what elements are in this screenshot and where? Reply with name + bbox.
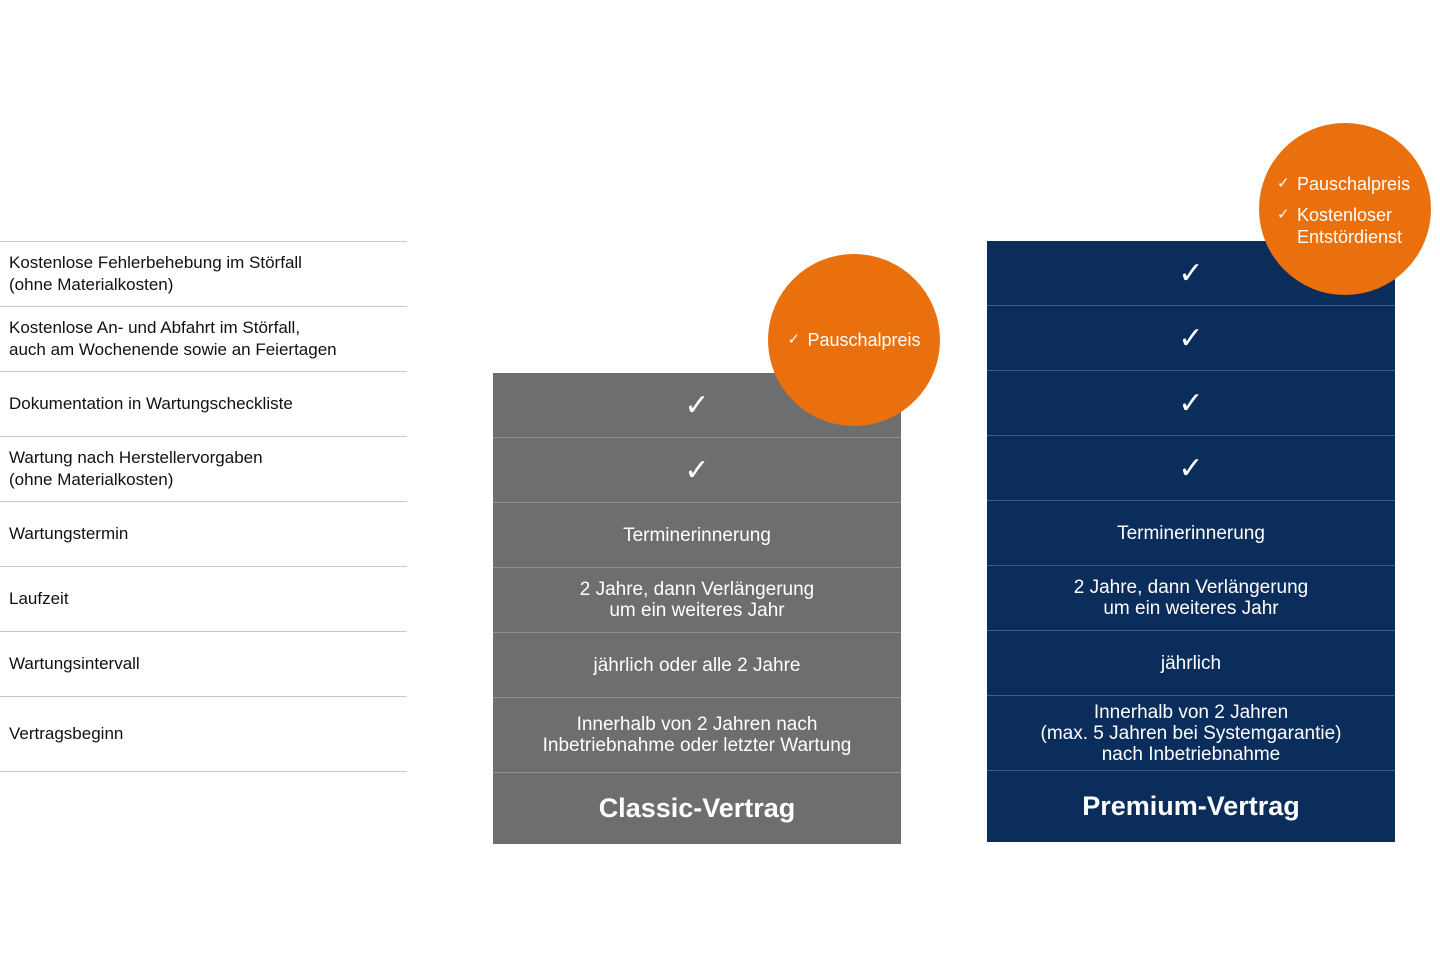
feature-label: Laufzeit [9,589,69,608]
check-icon: ✓ [493,438,901,503]
feature-label: Wartung nach Herstellervorgaben (ohne Materialkosten) [9,448,263,489]
feature-row [0,502,407,567]
premium-wartungstermin: Terminerinnerung [987,501,1395,566]
feature-label: Dokumentation in Wartungscheckliste [9,394,293,413]
feature-label: Wartungsintervall [9,654,140,673]
premium-badge [1259,123,1431,295]
badge-text: Pauschalpreis [1297,174,1411,194]
feature-row [0,372,407,437]
feature-label: Kostenlose Fehlerbehebung im Störfall (ohne Materialkosten) [9,253,302,294]
check-icon: ✓ [987,306,1395,371]
feature-label: Vertragsbeginn [9,724,124,743]
badge-item [1277,204,1410,248]
badge-item [1277,173,1410,195]
check-icon: ✓ [493,373,901,438]
badge-item [787,329,920,351]
feature-label: Kostenlose An- und Abfahrt im Störfall, auch am Wochenende sowie an Feiertagen [9,318,337,359]
premium-wartungsintervall: jährlich [987,631,1395,696]
feature-row [0,632,407,697]
check-icon: ✓ [987,371,1395,436]
feature-row [0,567,407,632]
premium-title: Premium-Vertrag [1082,791,1300,821]
feature-labels [0,241,407,772]
premium-column [987,241,1395,842]
classic-title: Classic-Vertrag [598,793,796,823]
premium-laufzeit: 2 Jahre, dann Verlängerung um ein weiteres Jahr [987,566,1395,631]
check-icon: ✓ [1277,206,1290,223]
badge-text: Pauschalpreis [807,330,921,350]
check-icon: ✓ [987,436,1395,501]
feature-row [0,697,407,772]
premium-vertragsbeginn: Innerhalb von 2 Jahren (max. 5 Jahren bei Systemgarantie) nach Inbetriebnahme [987,696,1395,771]
feature-row [0,437,407,502]
feature-label: Wartungstermin [9,524,129,543]
check-icon: ✓ [1277,175,1290,192]
classic-laufzeit: 2 Jahre, dann Verlängerung um ein weiteres Jahr [493,568,901,633]
check-icon: ✓ [987,241,1395,306]
classic-wartungsintervall: jährlich oder alle 2 Jahre [493,633,901,698]
feature-row [0,242,407,307]
check-icon: ✓ [787,331,801,348]
badge-text: Kostenloser Entstördienst [1297,205,1403,247]
classic-vertragsbeginn: Innerhalb von 2 Jahren nach Inbetriebnahme oder letzter Wartung [493,698,901,773]
classic-column [493,373,901,844]
feature-row [0,307,407,372]
classic-wartungstermin: Terminerinnerung [493,503,901,568]
classic-badge [768,254,940,426]
